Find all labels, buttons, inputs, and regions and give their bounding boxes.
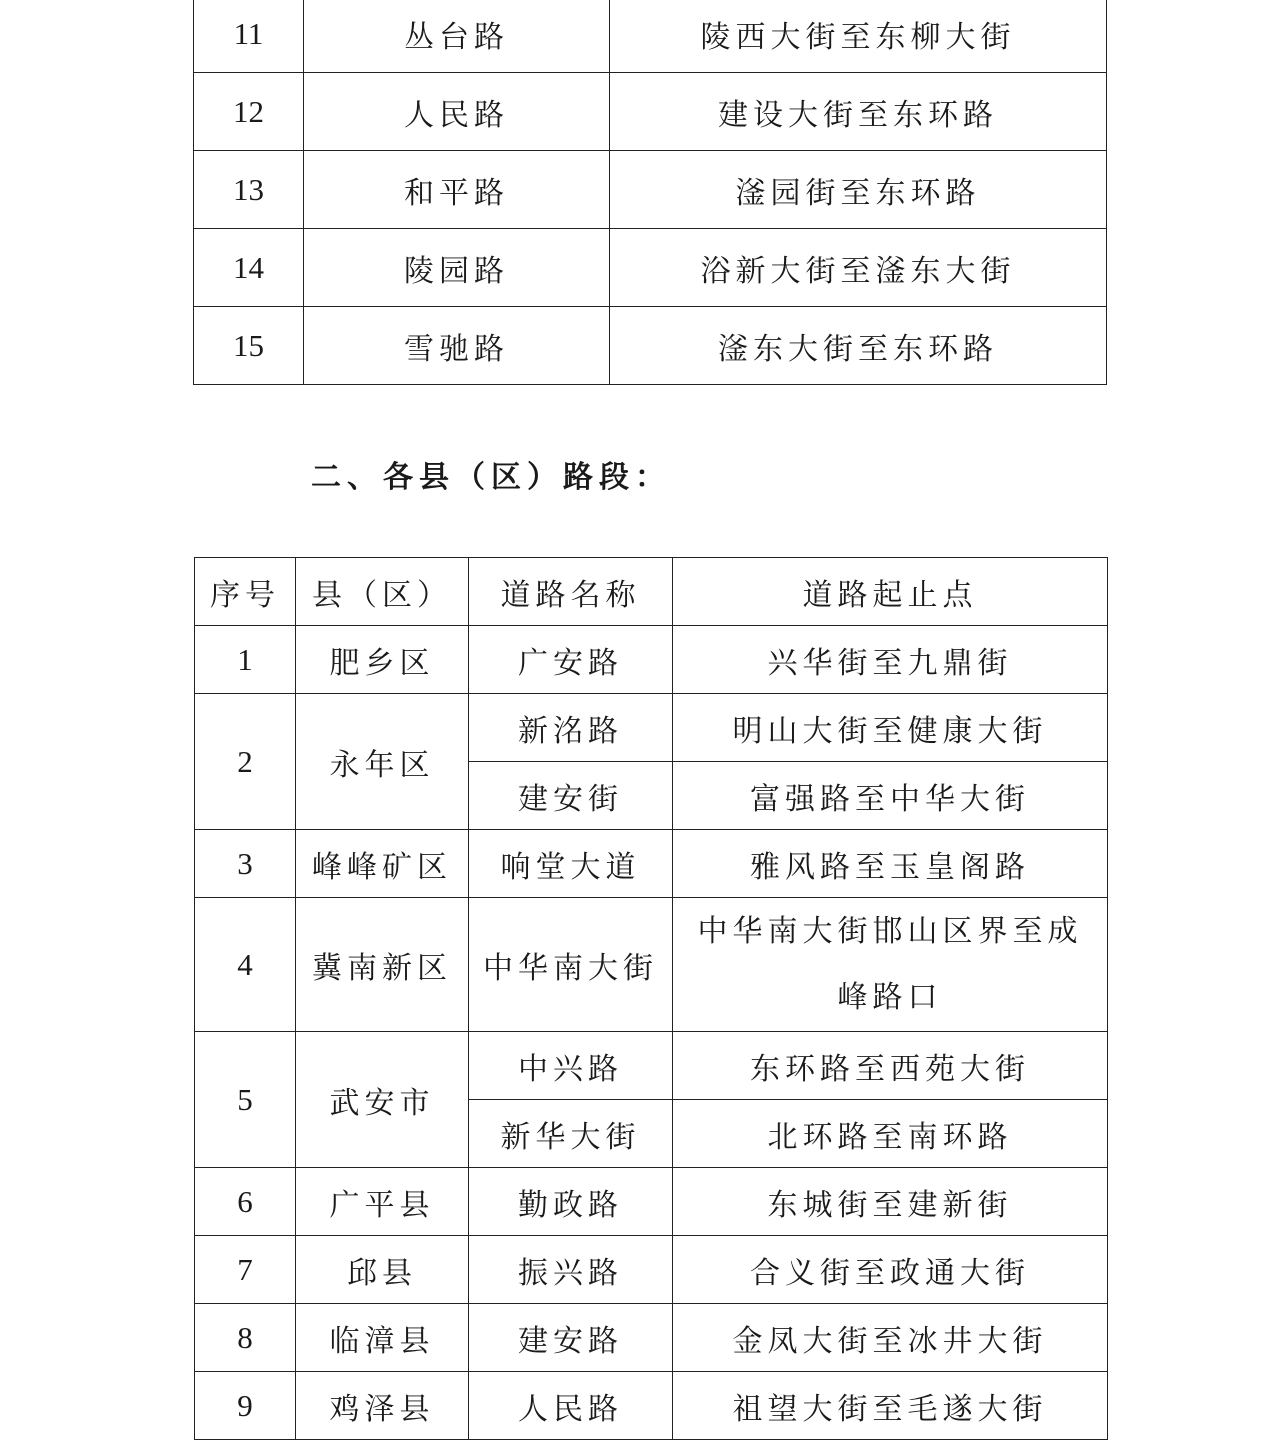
row-number: 3 [195,830,296,898]
road-range: 兴华街至九鼎街 [673,626,1108,694]
row-number: 14 [194,229,304,307]
row-number: 5 [195,1032,296,1168]
road-name: 新洺路 [469,694,673,762]
road-range: 富强路至中华大街 [673,762,1108,830]
district-name: 临漳县 [296,1304,469,1372]
table-row [195,1372,1108,1440]
road-name: 人民路 [469,1372,673,1440]
table-row [194,307,1107,385]
road-name: 勤政路 [469,1168,673,1236]
road-name: 广安路 [469,626,673,694]
road-range: 滏园街至东环路 [610,151,1107,229]
table-row [195,694,1108,762]
road-name: 振兴路 [469,1236,673,1304]
row-number: 2 [195,694,296,830]
road-name: 新华大街 [469,1100,673,1168]
road-name: 响堂大道 [469,830,673,898]
row-number: 4 [195,898,296,1032]
road-name: 陵园路 [304,229,610,307]
table-row [195,1236,1108,1304]
road-range: 建设大街至东环路 [610,73,1107,151]
district-name: 永年区 [296,694,469,830]
road-name: 中兴路 [469,1032,673,1100]
road-range: 东城街至建新街 [673,1168,1108,1236]
road-range: 陵西大街至东柳大街 [610,0,1107,73]
district-name: 鸡泽县 [296,1372,469,1440]
section-heading: 二、各县（区）路段： [311,460,671,495]
row-number: 13 [194,151,304,229]
district-name: 广平县 [296,1168,469,1236]
road-range: 东环路至西苑大街 [673,1032,1108,1100]
road-range: 祖望大街至毛遂大街 [673,1372,1108,1440]
road-table-city [193,0,1107,385]
row-number: 6 [195,1168,296,1236]
road-range: 浴新大街至滏东大街 [610,229,1107,307]
road-range: 中华南大街邯山区界至成峰路口 [673,898,1108,1032]
header-road-range: 道路起止点 [673,558,1108,626]
district-name: 峰峰矿区 [296,830,469,898]
row-number: 8 [195,1304,296,1372]
district-name: 邱县 [296,1236,469,1304]
road-range: 北环路至南环路 [673,1100,1108,1168]
road-name: 雪驰路 [304,307,610,385]
district-name: 冀南新区 [296,898,469,1032]
road-name: 建安街 [469,762,673,830]
table-row [195,830,1108,898]
road-name: 人民路 [304,73,610,151]
road-range: 金凤大街至冰井大街 [673,1304,1108,1372]
row-number: 7 [195,1236,296,1304]
road-name: 建安路 [469,1304,673,1372]
row-number: 11 [194,0,304,73]
road-range: 雅风路至玉皇阁路 [673,830,1108,898]
road-name: 和平路 [304,151,610,229]
table-row [194,151,1107,229]
header-district: 县（区） [296,558,469,626]
district-name: 肥乡区 [296,626,469,694]
road-table-counties [194,557,1108,1440]
table-row [195,1032,1108,1100]
table-row [194,0,1107,73]
district-name: 武安市 [296,1032,469,1168]
table-row [195,1168,1108,1236]
road-range: 滏东大街至东环路 [610,307,1107,385]
table-row [194,73,1107,151]
table-header-row [195,558,1108,626]
road-range: 合义街至政通大街 [673,1236,1108,1304]
row-number: 15 [194,307,304,385]
table-row [195,898,1108,1032]
table-row [195,626,1108,694]
header-number: 序号 [195,558,296,626]
table-row [195,1304,1108,1372]
table-row [194,229,1107,307]
row-number: 9 [195,1372,296,1440]
header-road-name: 道路名称 [469,558,673,626]
road-range: 明山大街至健康大街 [673,694,1108,762]
row-number: 12 [194,73,304,151]
row-number: 1 [195,626,296,694]
road-name: 丛台路 [304,0,610,73]
road-name: 中华南大街 [469,898,673,1032]
